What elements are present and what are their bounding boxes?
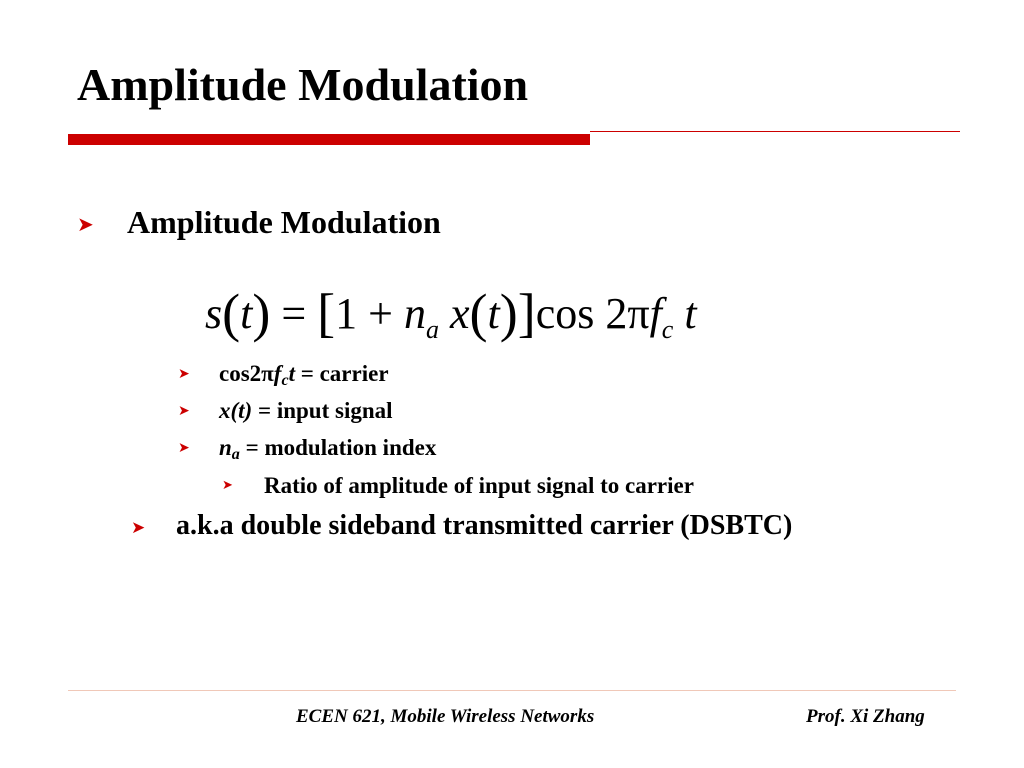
arrowhead-bullet-icon: ➤ [77, 212, 94, 236]
sub-sub-bullet-ratio: Ratio of amplitude of input signal to carrier [264, 473, 694, 498]
sub-bullet-modulation-index: $n_a$ = modulation index [219, 435, 437, 464]
bullet-amplitude-modulation: Amplitude Modulation [127, 204, 441, 240]
arrowhead-bullet-icon: ➤ [131, 518, 146, 538]
arrowhead-bullet-icon: ➤ [178, 403, 190, 419]
sub-bullet-carrier: $\cos 2\pi f_ct$ = carrier [219, 361, 389, 390]
arrowhead-bullet-icon: ➤ [178, 366, 190, 382]
footer-course: ECEN 621, Mobile Wireless Networks [296, 706, 595, 727]
arrowhead-bullet-icon: ➤ [222, 478, 233, 493]
sub-bullet-input-signal: x(t) = input signal [219, 398, 393, 423]
bullet-dsbtc: a.k.a double sideband transmitted carrier (DSBTC) [176, 510, 793, 541]
footer-author: Prof. Xi Zhang [806, 706, 925, 727]
title-underline-thick [68, 134, 590, 145]
title-underline-thin [590, 131, 960, 132]
arrowhead-bullet-icon: ➤ [178, 440, 190, 456]
slide-title: Amplitude Modulation [77, 59, 529, 110]
am-formula: $s(t) = [1 + n_a$ x(t)]cos $2\pi f_c$ t [205, 283, 697, 344]
footer-divider [68, 690, 956, 691]
